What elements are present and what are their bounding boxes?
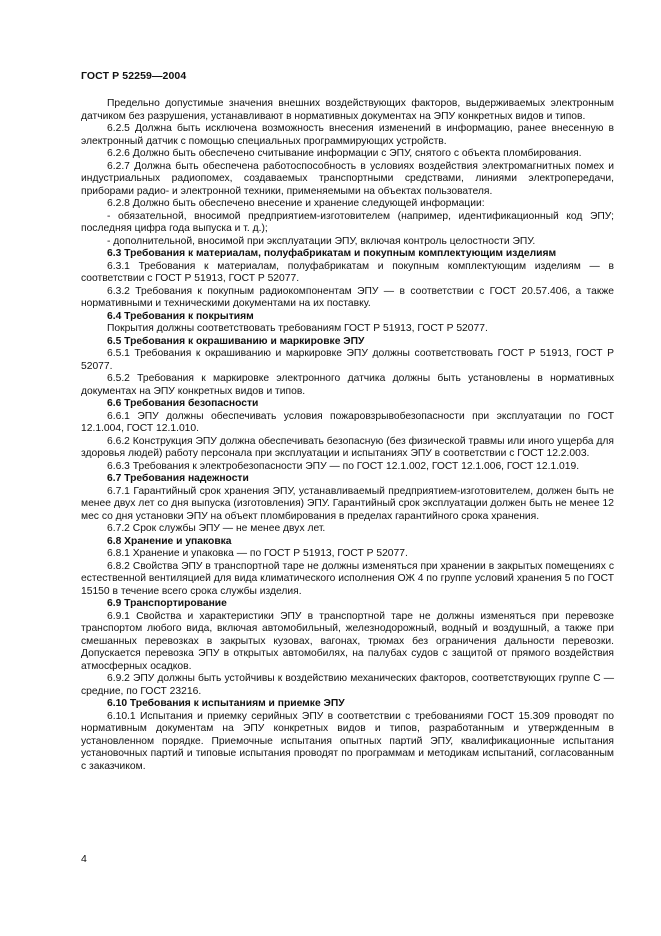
- paragraph: 6.2.8 Должно быть обеспечено внесение и хранение следующей информации:: [107, 198, 485, 209]
- list-item: - обязательной, вносимой предприятием-изготовителем (например, идентификационный код ЭПУ; последняя цифра года выпуска и т. д.);: [81, 210, 614, 234]
- paragraph: 6.10.1 Испытания и приемку серийных ЭПУ в соответствии с требованиями ГОСТ 15.309 проводят по нормативным документам на ЭПУ конкретных видов и типов, разработанным и утвержденным в установленном порядке. Приемочные испытания опытных партий ЭПУ, квалификационные испытания установочных партий и типовые испытания проводят по программам и методикам испытаний, согласованным с заказчиком.: [81, 710, 614, 772]
- paragraph: 6.2.6 Должно быть обеспечено считывание информации с ЭПУ, снятого с объекта пломбирования.: [107, 148, 582, 159]
- paragraph: Покрытия должны соответствовать требованиям ГОСТ Р 51913, ГОСТ Р 52077.: [107, 323, 488, 334]
- paragraph: 6.3.2 Требования к покупным радиокомпонентам ЭПУ — в соответствии с ГОСТ 20.57.406, а также нормативными и техническими документами на их поставку.: [81, 285, 614, 309]
- paragraph: Предельно допустимые значения внешних воздействующих факторов, выдерживаемых электронным датчиком без разрушения, устанавливают в нормативных документах на ЭПУ конкретных видов и типов.: [81, 98, 614, 122]
- paragraph: 6.9.2 ЭПУ должны быть устойчивы к воздействию механических факторов, соответствующих группе С — средние, по ГОСТ 23216.: [81, 673, 614, 697]
- paragraph: 6.3.1 Требования к материалам, полуфабрикатам и покупным комплектующим изделиям — в соответствии с ГОСТ Р 51913, ГОСТ Р 52077.: [81, 260, 614, 284]
- section-heading: 6.3 Требования к материалам, полуфабрикатам и покупным комплектующим изделиям: [107, 248, 557, 259]
- paragraph: 6.6.3 Требования к электробезопасности ЭПУ — по ГОСТ 12.1.002, ГОСТ 12.1.006, ГОСТ 12.1.019.: [107, 460, 580, 472]
- page-header-standard: ГОСТ Р 52259—2004: [81, 70, 187, 82]
- section-heading: 6.7 Требования надежности: [107, 473, 249, 484]
- paragraph: 6.6.2 Конструкция ЭПУ должна обеспечивать безопасную (без физической травмы или иного ущерба для здоровья людей) работу персонала при эксплуатации и испытаниях ЭПУ в соответствии с ГОСТ 12.2.003.: [81, 435, 614, 459]
- paragraph: 6.6.1 ЭПУ должны обеспечивать условия пожаровзрывобезопасности при эксплуатации по ГОСТ 12.1.004, ГОСТ 12.1.010.: [81, 410, 614, 434]
- section-heading: 6.10 Требования к испытаниям и приемке ЭПУ: [107, 698, 345, 709]
- section-heading: 6.8 Хранение и упаковка: [107, 535, 232, 547]
- section-heading: 6.6 Требования безопасности: [107, 398, 259, 409]
- paragraph: 6.5.2 Требования к маркировке электронного датчика должны быть установлены в нормативных документах на ЭПУ конкретных видов и типов.: [81, 373, 614, 397]
- paragraph: 6.5.1 Требования к окрашиванию и маркировке ЭПУ должны соответствовать ГОСТ Р 51913, ГОСТ Р 52077.: [81, 348, 614, 372]
- paragraph: 6.2.5 Должна быть исключена возможность внесения изменений в информацию, ранее внесенную в электронный датчик с помощью специальных программирующих устройств.: [81, 123, 614, 147]
- paragraph: 6.7.2 Срок службы ЭПУ — не менее двух лет.: [107, 523, 326, 534]
- section-heading: 6.5 Требования к окрашиванию и маркировке ЭПУ: [107, 335, 365, 347]
- document-body: [81, 98, 614, 773]
- section-heading: 6.9 Транспортирование: [107, 598, 227, 609]
- page-number: 4: [81, 853, 87, 865]
- list-item: - дополнительной, вносимой при эксплуатации ЭПУ, включая контроль целостности ЭПУ.: [107, 235, 536, 247]
- section-heading: 6.4 Требования к покрытиям: [107, 310, 254, 322]
- paragraph: 6.9.1 Свойства и характеристики ЭПУ в транспортной таре не должны изменяться при перевозке транспортом любого вида, включая автомобильный, железнодорожный, водный и воздушный, а также при смешанных перевозках в закрытых кузовах, вагонах, трюмах без ограничения дальности перевозки. Допускается перевозка ЭПУ в открытых автомобилях, на палубах судов с защитой от прямого воздействия атмосферных осадков.: [81, 610, 614, 672]
- paragraph: 6.7.1 Гарантийный срок хранения ЭПУ, устанавливаемый предприятием-изготовителем, должен быть не менее двух лет со дня выпуска (изготовления) ЭПУ. Гарантийный срок эксплуатации должен быть не менее 12 мес со дня установки ЭПУ на объект пломбирования в пределах гарантийного срока хранения.: [81, 485, 614, 522]
- paragraph: 6.8.1 Хранение и упаковка — по ГОСТ Р 51913, ГОСТ Р 52077.: [107, 548, 408, 559]
- paragraph: 6.8.2 Свойства ЭПУ в транспортной таре не должны изменяться при хранении в закрытых помещениях с естественной вентиляцией для вида климатического исполнения ОЖ 4 по группе условий хранения 5 по ГОСТ 15150 в течение всего срока службы изделия.: [81, 560, 614, 597]
- paragraph: 6.2.7 Должна быть обеспечена работоспособность в условиях воздействия электромагнитных помех и индустриальных радиопомех, создаваемых транспортными средствами, линиями электропередачи, приборами радио- и электронной техники, применяемыми на объектах пользователя.: [81, 160, 614, 197]
